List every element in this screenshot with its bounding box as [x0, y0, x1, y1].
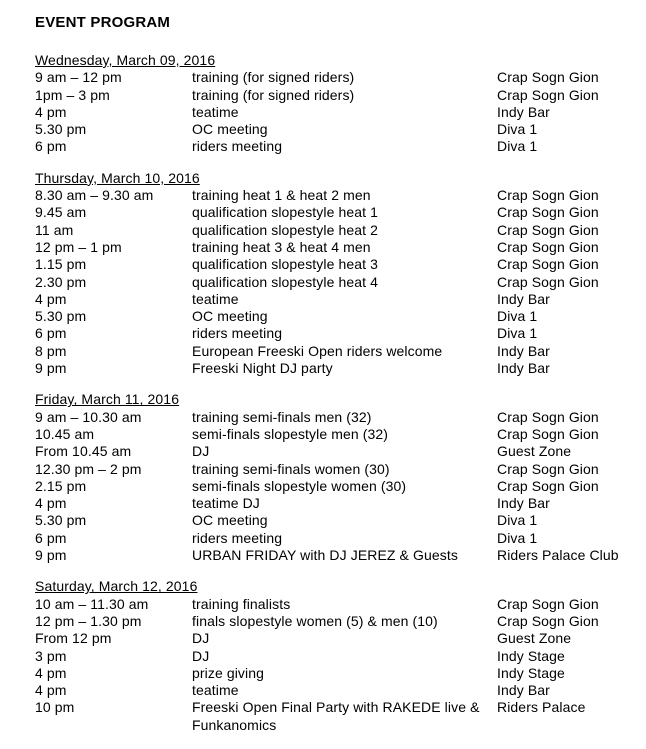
schedule-row — [35, 426, 640, 443]
event-location: Crap Sogn Gion — [497, 612, 599, 629]
event-time: 9 pm — [35, 547, 67, 564]
schedule-row — [35, 308, 640, 325]
event-location: Indy Bar — [497, 342, 550, 359]
event-time: 1pm – 3 pm — [35, 86, 110, 103]
event-description: OC meeting — [192, 512, 268, 529]
event-location: Riders Palace Club — [497, 547, 619, 564]
event-time: 2.30 pm — [35, 273, 87, 290]
schedule-row — [35, 409, 640, 426]
event-time: From 10.45 am — [35, 443, 132, 460]
event-location: Indy Bar — [497, 495, 550, 512]
event-location: Indy Stage — [497, 664, 565, 681]
event-location: Crap Sogn Gion — [497, 408, 599, 425]
event-location: Diva 1 — [497, 308, 538, 325]
day-section — [35, 170, 640, 378]
event-time: 10.45 am — [35, 425, 95, 442]
event-description: DJ — [192, 630, 210, 647]
day-rows — [35, 69, 640, 155]
schedule-row — [35, 512, 640, 529]
schedule-row — [35, 121, 640, 138]
event-description: training heat 1 & heat 2 men — [192, 187, 371, 204]
event-time: 5.30 pm — [35, 121, 87, 138]
event-description: OC meeting — [192, 121, 268, 138]
event-description: training (for signed riders) — [192, 86, 355, 103]
schedule-row — [35, 204, 640, 221]
schedule-row — [35, 547, 640, 564]
event-time: 12 pm – 1.30 pm — [35, 612, 142, 629]
event-description: training heat 3 & heat 4 men — [192, 238, 371, 255]
event-time: 8 pm — [35, 342, 67, 359]
event-description: teatime — [192, 103, 239, 120]
event-description: teatime DJ — [192, 495, 260, 512]
event-time: 4 pm — [35, 682, 67, 699]
event-location: Crap Sogn Gion — [497, 425, 599, 442]
event-location: Crap Sogn Gion — [497, 256, 599, 273]
schedule-row — [35, 222, 640, 239]
schedule-row — [35, 325, 640, 342]
event-description: riders meeting — [192, 138, 283, 155]
event-location: Indy Bar — [497, 103, 550, 120]
event-time: 4 pm — [35, 290, 67, 307]
event-location: Diva 1 — [497, 138, 538, 155]
schedule-row — [35, 530, 640, 547]
event-location: Crap Sogn Gion — [497, 460, 599, 477]
event-description: teatime — [192, 682, 239, 699]
event-time: 5.30 pm — [35, 308, 87, 325]
event-time: 9.45 am — [35, 204, 87, 221]
event-description: training semi-finals men (32) — [192, 408, 372, 425]
event-description: OC meeting — [192, 308, 268, 325]
event-time: 5.30 pm — [35, 512, 87, 529]
page-title: EVENT PROGRAM — [35, 14, 171, 31]
event-time: 2.15 pm — [35, 477, 87, 494]
event-description: URBAN FRIDAY with DJ JEREZ & Guests — [192, 547, 458, 564]
day-date-heading: Saturday, March 12, 2016 — [35, 578, 198, 595]
schedule-row — [35, 360, 640, 377]
event-description: qualification slopestyle heat 2 — [192, 221, 378, 238]
event-description: training semi-finals women (30) — [192, 460, 390, 477]
event-location: Diva 1 — [497, 529, 538, 546]
event-description: DJ — [192, 647, 210, 664]
day-rows — [35, 187, 640, 377]
schedule-row — [35, 239, 640, 256]
schedule-row — [35, 682, 640, 699]
event-location: Crap Sogn Gion — [497, 221, 599, 238]
event-location: Crap Sogn Gion — [497, 86, 599, 103]
event-description: training (for signed riders) — [192, 69, 355, 86]
schedule-row — [35, 69, 640, 86]
schedule-row — [35, 274, 640, 291]
schedule-row — [35, 443, 640, 460]
day-section — [35, 578, 640, 734]
event-description: teatime — [192, 290, 239, 307]
schedule-row — [35, 665, 640, 682]
event-time: 1.15 pm — [35, 256, 87, 273]
event-time: 4 pm — [35, 495, 67, 512]
event-time: 12.30 pm – 2 pm — [35, 460, 142, 477]
event-time: 6 pm — [35, 138, 67, 155]
schedule-row — [35, 478, 640, 495]
event-location: Guest Zone — [497, 443, 572, 460]
event-time: 10 am – 11.30 am — [35, 595, 149, 612]
schedule-row — [35, 699, 640, 734]
day-date-heading: Friday, March 11, 2016 — [35, 391, 180, 408]
schedule-row — [35, 648, 640, 665]
day-section — [35, 391, 640, 564]
event-description: semi-finals slopestyle men (32) — [192, 425, 389, 442]
schedule-row — [35, 291, 640, 308]
event-description: training finalists — [192, 595, 291, 612]
schedule-row — [35, 138, 640, 155]
event-time: 12 pm – 1 pm — [35, 238, 122, 255]
event-location: Diva 1 — [497, 512, 538, 529]
schedule-row — [35, 104, 640, 121]
event-time: 3 pm — [35, 647, 67, 664]
day-date-heading: Wednesday, March 09, 2016 — [35, 52, 216, 68]
event-location: Indy Bar — [497, 682, 550, 699]
event-description: Freeski Night DJ party — [192, 360, 333, 377]
event-location: Crap Sogn Gion — [497, 477, 599, 494]
event-time: 9 am – 10.30 am — [35, 408, 142, 425]
schedule-sections — [35, 52, 640, 734]
schedule-row — [35, 87, 640, 104]
event-description: European Freeski Open riders welcome — [192, 342, 443, 359]
event-location: Guest Zone — [497, 630, 572, 647]
event-time: 10 pm — [35, 699, 75, 716]
event-description: qualification slopestyle heat 3 — [192, 256, 378, 273]
event-location: Crap Sogn Gion — [497, 187, 599, 204]
schedule-row — [35, 187, 640, 204]
schedule-row — [35, 495, 640, 512]
event-time: 8.30 am – 9.30 am — [35, 187, 154, 204]
schedule-row — [35, 343, 640, 360]
event-description: finals slopestyle women (5) & men (10) — [192, 612, 438, 629]
event-location: Crap Sogn Gion — [497, 69, 599, 86]
event-time: From 12 pm — [35, 630, 112, 647]
event-description: qualification slopestyle heat 4 — [192, 273, 378, 290]
schedule-row — [35, 461, 640, 478]
event-time: 9 am – 12 pm — [35, 69, 122, 86]
day-date-heading: Thursday, March 10, 2016 — [35, 169, 200, 186]
event-time: 9 pm — [35, 360, 67, 377]
event-description: Freeski Open Final Party with RAKEDE live & Funkanomics — [192, 699, 480, 733]
day-rows — [35, 596, 640, 734]
event-location: Crap Sogn Gion — [497, 204, 599, 221]
schedule-row — [35, 596, 640, 613]
event-description: DJ — [192, 443, 210, 460]
event-description: semi-finals slopestyle women (30) — [192, 477, 407, 494]
event-time: 4 pm — [35, 103, 67, 120]
event-description: riders meeting — [192, 325, 283, 342]
day-section — [35, 52, 640, 156]
event-location: Crap Sogn Gion — [497, 273, 599, 290]
event-location: Diva 1 — [497, 325, 538, 342]
event-description: prize giving — [192, 664, 265, 681]
event-location: Crap Sogn Gion — [497, 595, 599, 612]
event-time: 4 pm — [35, 664, 67, 681]
schedule-row — [35, 256, 640, 273]
event-location: Riders Palace — [497, 699, 586, 716]
event-location: Indy Bar — [497, 290, 550, 307]
schedule-row — [35, 630, 640, 647]
event-location: Indy Stage — [497, 647, 565, 664]
event-time: 6 pm — [35, 325, 67, 342]
event-location: Crap Sogn Gion — [497, 238, 599, 255]
day-rows — [35, 409, 640, 565]
event-time: 11 am — [35, 221, 74, 238]
event-time: 6 pm — [35, 529, 67, 546]
event-location: Diva 1 — [497, 121, 538, 138]
event-description: riders meeting — [192, 529, 283, 546]
schedule-row — [35, 613, 640, 630]
event-description: qualification slopestyle heat 1 — [192, 204, 378, 221]
event-location: Indy Bar — [497, 360, 550, 377]
